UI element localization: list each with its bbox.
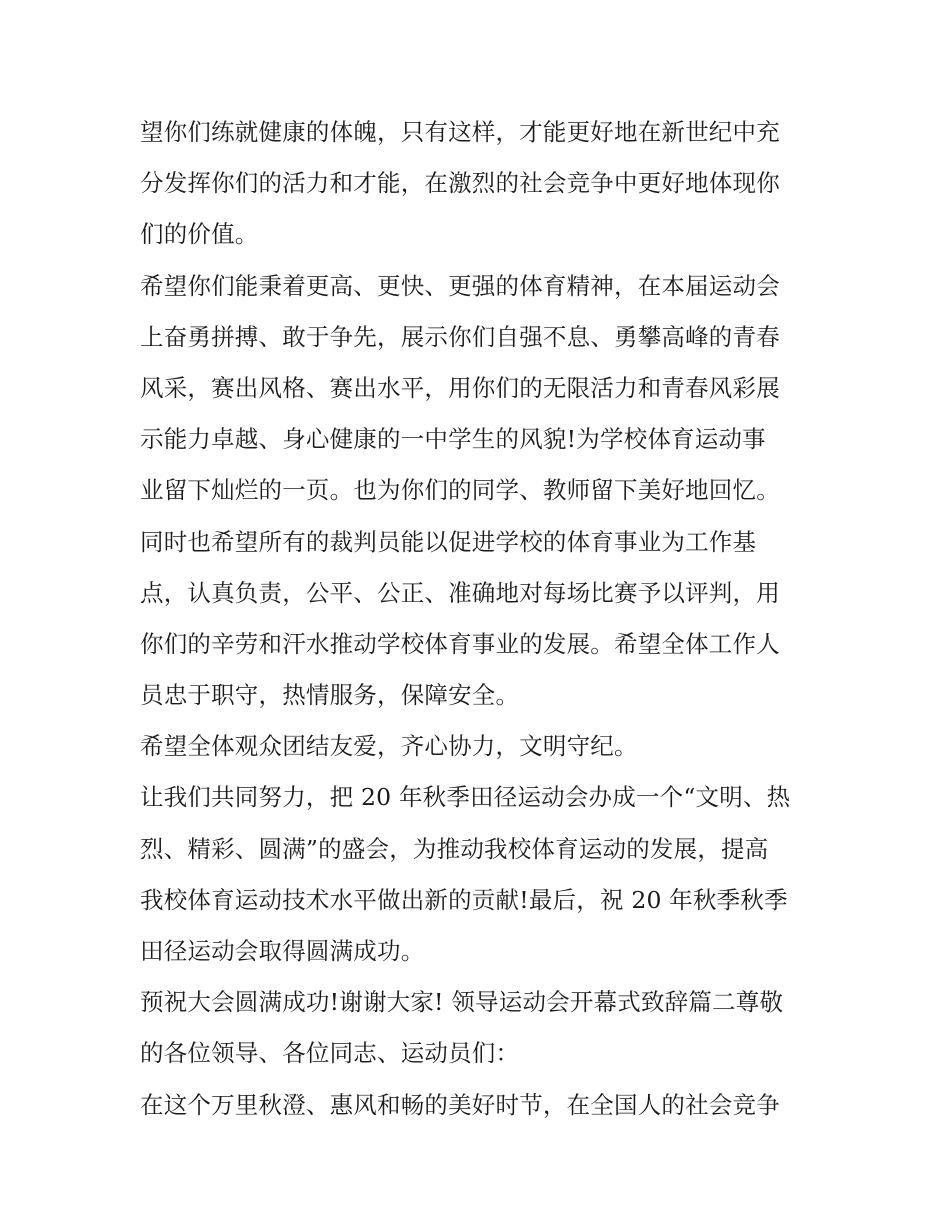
text-line: 分发挥你们的活力和才能，在激烈的社会竞争中更好地体现你 — [140, 169, 780, 198]
text-line: 田径运动会取得圆满成功。 — [140, 937, 425, 965]
text-line: 希望全体观众团结友爱，齐心协力，文明守纪。 — [140, 732, 638, 761]
text-line: 的各位领导、各位同志、运动员们： — [140, 1039, 520, 1068]
text-line: 示能力卓越、身心健康的一中学生的风貌!为学校体育运动事 — [140, 425, 766, 454]
document-body — [140, 107, 820, 1131]
text-line: 同时也希望所有的裁判员能以促进学校的体育事业为工作基 — [140, 527, 757, 556]
text-line: 你们的辛劳和汗水推动学校体育事业的发展。希望全体工作人 — [140, 629, 780, 658]
text-line: 我校体育运动技术水平做出新的贡献!最后，祝 20 年秋季秋季 — [140, 885, 788, 914]
text-line: 们的价值。 — [140, 220, 259, 249]
text-line: 预祝大会圆满成功!谢谢大家! 领导运动会开幕式致辞篇二尊敬 — [140, 988, 784, 1017]
text-line: 点，认真负责，公平、公正、准确地对每场比赛予以评判，用 — [140, 578, 780, 607]
text-line: 让我们共同努力，把 20 年秋季田径运动会办成一个“文明、热 — [140, 783, 791, 812]
text-line: 风采，赛出风格、赛出水平，用你们的无限活力和青春风彩展 — [140, 373, 780, 402]
text-line: 烈、精彩、圆满”的盛会，为推动我校体育运动的发展，提高 — [140, 834, 769, 863]
text-line: 希望你们能秉着更高、更快、更强的体育精神，在本届运动会 — [140, 271, 780, 300]
text-line: 业留下灿烂的一页。也为你们的同学、教师留下美好地回忆。 — [140, 476, 780, 505]
text-line: 员忠于职守，热情服务，保障安全。 — [140, 681, 520, 710]
text-line: 望你们练就健康的体魄，只有这样，才能更好地在新世纪中充 — [140, 118, 780, 146]
text-line: 上奋勇拼搏、敢于争先，展示你们自强不息、勇攀高峰的青春 — [140, 322, 780, 351]
text-line: 在这个万里秋澄、惠风和畅的美好时节，在全国人的社会竞争 — [140, 1090, 780, 1119]
